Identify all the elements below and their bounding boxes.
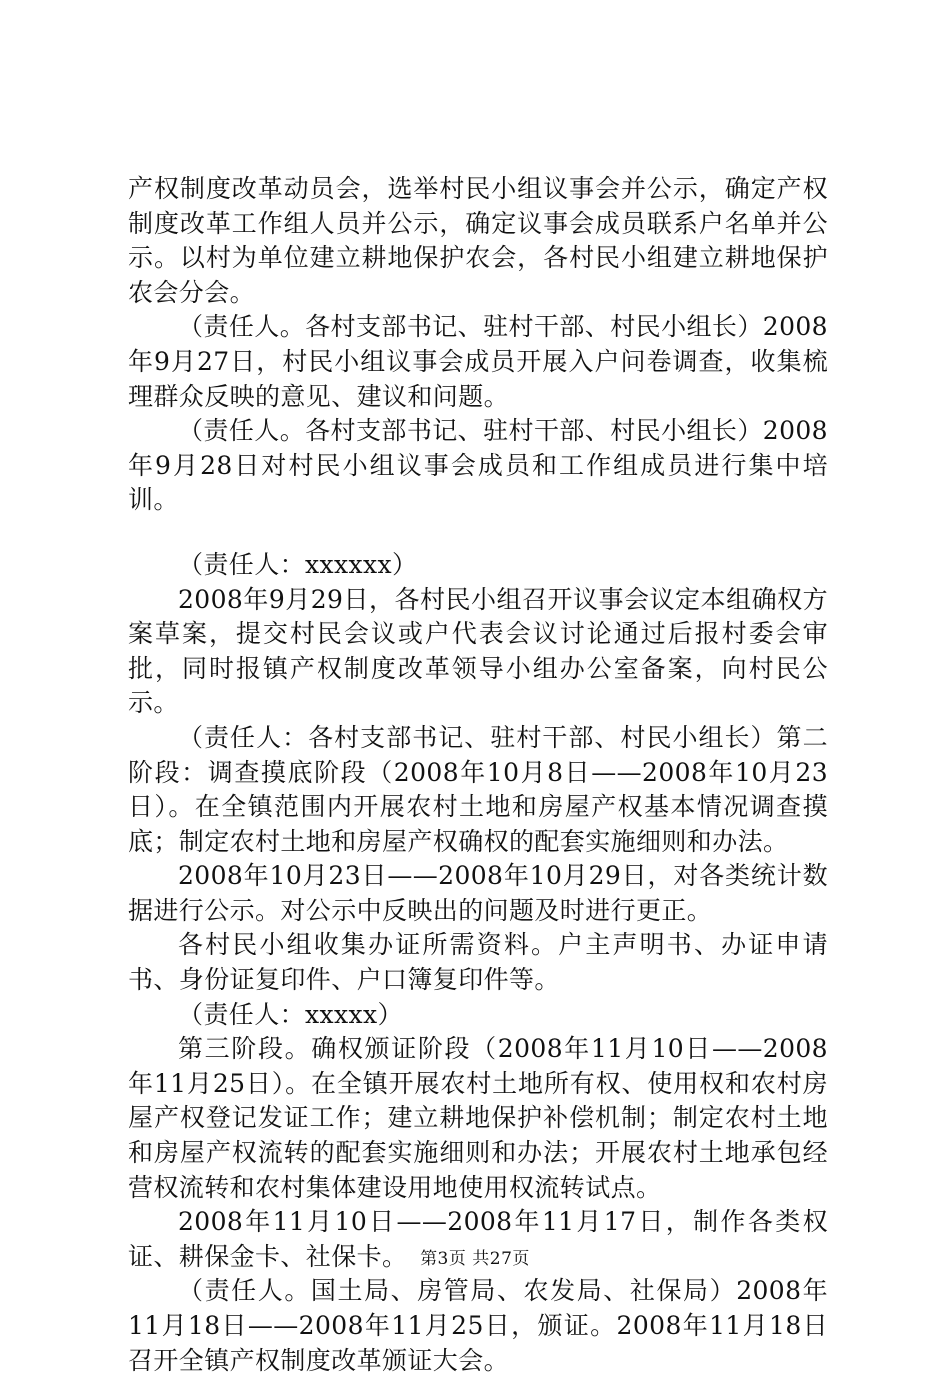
paragraph: （责任人：各村支部书记、驻村干部、村民小组长）第二阶段：调查摸底阶段（2008年10月8日——2008年10月23日）。在全镇范围内开展农村土地和房屋产权基本情况调查摸底；制定农村土地和房屋产权确权的配套实施细则和办法。 — [128, 722, 828, 856]
document-body — [128, 172, 828, 1378]
paragraph: 第三阶段。确权颁证阶段（2008年11月10日——2008年11月25日）。在全镇开展农村土地所有权、使用权和农村房屋产权登记发证工作；建立耕地保护补偿机制；制定农村土地和房屋产权流转的配套实施细则和办法；开展农村土地承包经营权流转和农村集体建设用地使用权流转试点。 — [128, 1034, 828, 1202]
paragraph: （责任人：xxxxx） — [178, 999, 403, 1029]
paragraph: 2008年10月23日——2008年10月29日，对各类统计数据进行公示。对公示中反映出的问题及时进行更正。 — [128, 861, 828, 925]
paragraph: 各村民小组收集办证所需资料。户主声明书、办证申请书、身份证复印件、户口簿复印件等。 — [128, 930, 828, 995]
page-number-footer: 第3页 共27页 — [420, 1249, 530, 1269]
paragraph: 2008年11月10日——2008年11月17日，制作各类权证、耕保金卡、社保卡。 — [128, 1207, 828, 1271]
paragraph: （责任人。各村支部书记、驻村干部、村民小组长）2008年9月28日对村民小组议事会成员和工作组成员进行集中培训。 — [128, 416, 828, 515]
paragraph: （责任人：xxxxxx） — [178, 549, 418, 579]
paragraph: （责任人。各村支部书记、驻村干部、村民小组长）2008年9月27日，村民小组议事会成员开展入户问卷调查，收集梳理群众反映的意见、建议和问题。 — [128, 312, 828, 411]
paragraph: 2008年9月29日，各村民小组召开议事会议定本组确权方案草案，提交村民会议或户代表会议讨论通过后报村委会审批，同时报镇产权制度改革领导小组办公室备案，向村民公示。 — [128, 584, 828, 718]
paragraph: （责任人。国土局、房管局、农发局、社保局）2008年11月18日——2008年11月25日，颁证。2008年11月18日召开全镇产权制度改革颁证大会。 — [128, 1276, 828, 1375]
paragraph: 产权制度改革动员会，选举村民小组议事会并公示，确定产权制度改革工作组人员并公示，确定议事会成员联系户名单并公示。以村为单位建立耕地保护农会，各村民小组建立耕地保护农会分会。 — [128, 174, 828, 307]
